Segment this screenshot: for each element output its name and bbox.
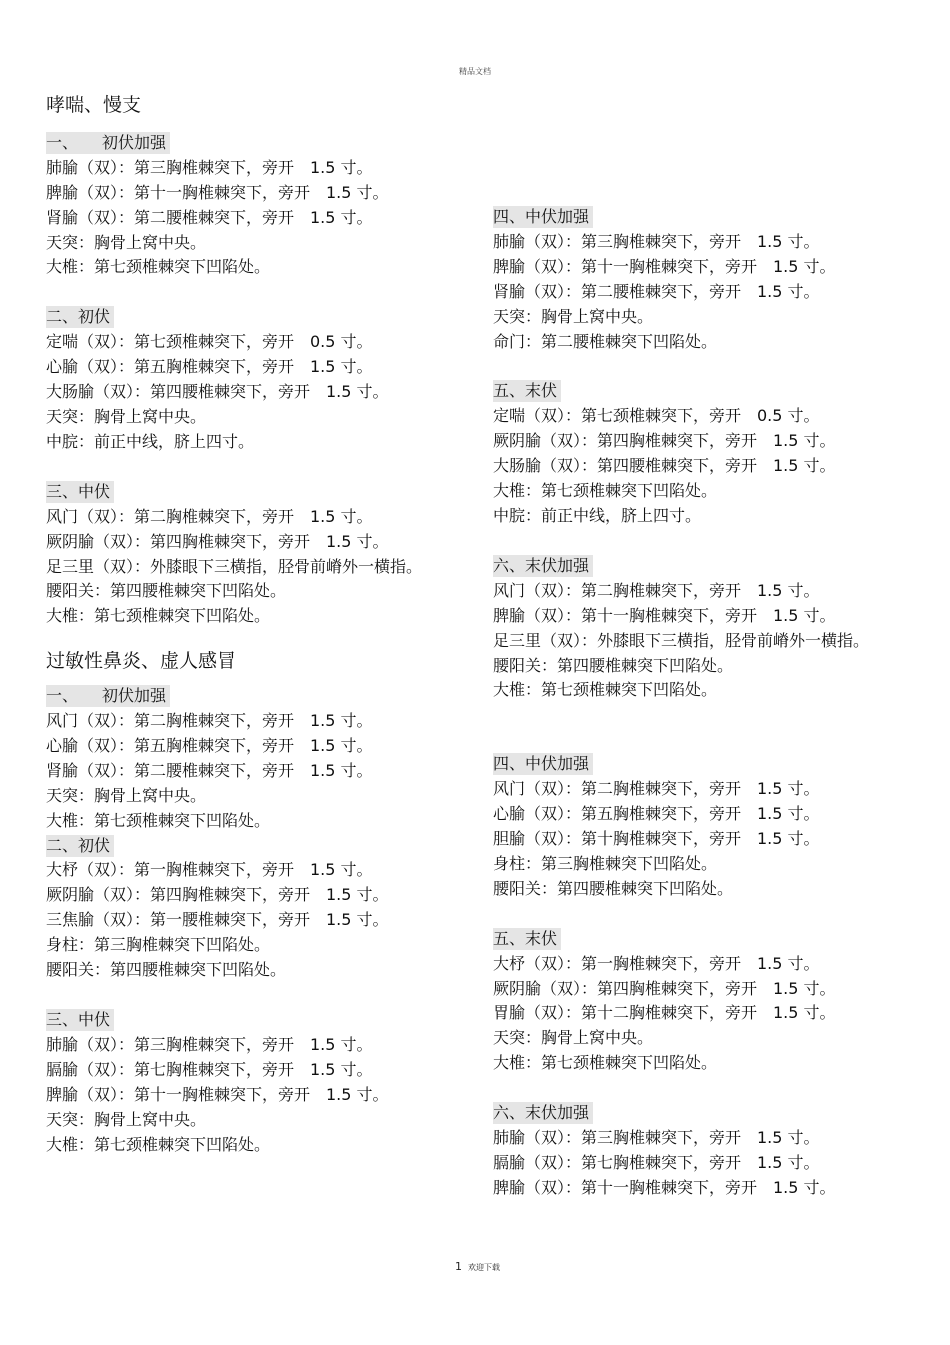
acupoint-line: 胃腧（双）：第十二胸椎棘突下，旁开 1.5 寸。 [493,1003,836,1023]
acupoint-line: 厥阴腧（双）：第四胸椎棘突下，旁开 1.5 寸。 [493,431,836,451]
acupoint-line: 身柱：第三胸椎棘突下凹陷处。 [493,853,718,873]
footer-text: 欢迎下载 [468,1263,500,1272]
section-heading: 二、初伏 [46,306,114,328]
acupoint-line: 胆腧（双）：第十胸椎棘突下，旁开 1.5 寸。 [493,829,820,849]
acupoint-line: 命门：第二腰椎棘突下凹陷处。 [493,331,718,351]
left-column [46,93,446,1157]
acupoint-line: 天突：胸骨上窝中央。 [46,232,207,252]
section-heading: 三、中伏 [46,481,114,503]
acupoint-line: 脾腧（双）：第十一胸椎棘突下，旁开 1.5 寸。 [493,1177,836,1197]
acupoint-line: 足三里（双）：外膝眼下三横指，胫骨前嵴外一横指。 [493,630,870,650]
spacer [493,1076,913,1101]
acupoint-line: 大椎：第七颈椎棘突下凹陷处。 [493,680,718,700]
acupoint-line: 身柱：第三胸椎棘突下凹陷处。 [46,935,271,955]
section-heading-row [46,305,446,330]
acupoint-line: 天突：胸骨上窝中央。 [493,1028,654,1048]
acupoint-line: 定喘（双）：第七颈椎棘突下，旁开 0.5 寸。 [46,332,373,352]
section-heading-row [46,834,446,859]
acupoint-line: 腰阳关：第四腰椎棘突下凹陷处。 [46,581,287,601]
section-heading-row [493,927,913,952]
section-heading-row [493,205,913,230]
section-heading: 四、中伏加强 [493,753,593,775]
section-heading-row [46,131,446,156]
acupoint-line: 心腧（双）：第五胸椎棘突下，旁开 1.5 寸。 [46,357,373,377]
acupoint-line: 腰阳关：第四腰椎棘突下凹陷处。 [493,878,734,898]
acupoint-line: 脾腧（双）：第十一胸椎棘突下，旁开 1.5 寸。 [493,256,836,276]
spacer [493,703,913,752]
acupoint-line: 大椎：第七颈椎棘突下凹陷处。 [46,810,271,830]
acupoint-line: 大椎：第七颈椎棘突下凹陷处。 [493,1053,718,1073]
spacer [46,455,446,480]
acupoint-line: 三焦腧（双）：第一腰椎棘突下，旁开 1.5 寸。 [46,910,389,930]
section-heading-row [493,752,913,777]
section-heading: 五、末伏 [493,928,561,950]
acupoint-line: 大椎：第七颈椎棘突下凹陷处。 [46,257,271,277]
section-heading: 三、中伏 [46,1009,114,1031]
acupoint-line: 厥阴腧（双）：第四胸椎棘突下，旁开 1.5 寸。 [46,885,389,905]
acupoint-line: 大椎：第七颈椎棘突下凹陷处。 [493,481,718,501]
acupoint-line: 风门（双）：第二胸椎棘突下，旁开 1.5 寸。 [46,711,373,731]
acupoint-line: 厥阴腧（双）：第四胸椎棘突下，旁开 1.5 寸。 [493,978,836,998]
section-heading-row [46,684,446,709]
acupoint-line: 肾腧（双）：第二腰椎棘突下，旁开 1.5 寸。 [46,207,373,227]
acupoint-line: 定喘（双）：第七颈椎棘突下，旁开 0.5 寸。 [493,406,820,426]
acupoint-line: 肺腧（双）：第三胸椎棘突下，旁开 1.5 寸。 [46,1034,373,1054]
acupoint-line: 大椎：第七颈椎棘突下凹陷处。 [46,1134,271,1154]
section-heading: 五、末伏 [493,380,561,402]
acupoint-line: 足三里（双）：外膝眼下三横指，胫骨前嵴外一横指。 [46,556,423,576]
acupoint-line: 脾腧（双）：第十一胸椎棘突下，旁开 1.5 寸。 [46,1084,389,1104]
acupoint-line: 天突：胸骨上窝中央。 [46,406,207,426]
acupoint-line: 脾腧（双）：第十一胸椎棘突下，旁开 1.5 寸。 [46,182,389,202]
acupoint-line: 天突：胸骨上窝中央。 [46,785,207,805]
acupoint-line: 腰阳关：第四腰椎棘突下凹陷处。 [46,960,287,980]
spacer [46,983,446,1008]
acupoint-line: 肺腧（双）：第三胸椎棘突下，旁开 1.5 寸。 [493,231,820,251]
acupoint-line: 腰阳关：第四腰椎棘突下凹陷处。 [493,655,734,675]
acupoint-line: 肾腧（双）：第二腰椎棘突下，旁开 1.5 寸。 [493,281,820,301]
page-header: 精品文档 [459,67,491,76]
acupoint-line: 大肠腧（双）：第四腰椎棘突下，旁开 1.5 寸。 [493,456,836,476]
section-heading-row [493,379,913,404]
section-heading-row [493,554,913,579]
section-heading: 六、末伏加强 [493,555,593,577]
acupoint-line: 膈腧（双）：第七胸椎棘突下，旁开 1.5 寸。 [46,1059,373,1079]
acupoint-line: 厥阴腧（双）：第四胸椎棘突下，旁开 1.5 寸。 [46,531,389,551]
section-heading-row [46,480,446,505]
acupoint-line: 肺腧（双）：第三胸椎棘突下，旁开 1.5 寸。 [493,1128,820,1148]
section-heading: 四、中伏加强 [493,206,593,228]
section-heading: 二、初伏 [46,835,114,857]
acupoint-line: 大椎：第七颈椎棘突下凹陷处。 [46,606,271,626]
acupoint-line: 风门（双）：第二胸椎棘突下，旁开 1.5 寸。 [493,580,820,600]
acupoint-line: 大肠腧（双）：第四腰椎棘突下，旁开 1.5 寸。 [46,382,389,402]
acupoint-line: 脾腧（双）：第十一胸椎棘突下，旁开 1.5 寸。 [493,605,836,625]
section-heading-row [46,1008,446,1033]
acupoint-line: 大杼（双）：第一胸椎棘突下，旁开 1.5 寸。 [493,953,820,973]
acupoint-line: 肺腧（双）：第三胸椎棘突下，旁开 1.5 寸。 [46,157,373,177]
acupoint-line: 风门（双）：第二胸椎棘突下，旁开 1.5 寸。 [493,779,820,799]
page-number: 1 [455,1260,462,1273]
spacer [46,280,446,305]
acupoint-line: 天突：胸骨上窝中央。 [46,1109,207,1129]
acupoint-line: 中脘：前正中线，脐上四寸。 [493,505,702,525]
acupoint-line: 中脘：前正中线，脐上四寸。 [46,431,255,451]
acupoint-line: 心腧（双）：第五胸椎棘突下，旁开 1.5 寸。 [46,735,373,755]
section-heading: 一、 初伏加强 [46,132,170,154]
acupoint-line: 风门（双）：第二胸椎棘突下，旁开 1.5 寸。 [46,506,373,526]
acupoint-line: 膈腧（双）：第七胸椎棘突下，旁开 1.5 寸。 [493,1153,820,1172]
acupoint-line: 肾腧（双）：第二腰椎棘突下，旁开 1.5 寸。 [46,760,373,780]
section-heading-row [493,1101,913,1126]
page-footer [455,1260,500,1273]
topic-title: 过敏性鼻炎、虚人感冒 [46,650,237,673]
topic-title: 哮喘、慢支 [46,94,142,116]
spacer [493,529,913,554]
acupoint-line: 心腧（双）：第五胸椎棘突下，旁开 1.5 寸。 [493,804,820,824]
section-heading: 一、 初伏加强 [46,685,170,707]
acupoint-line: 天突：胸骨上窝中央。 [493,306,654,326]
spacer [493,902,913,927]
spacer [493,354,913,379]
acupoint-line: 大杼（双）：第一胸椎棘突下，旁开 1.5 寸。 [46,860,373,880]
right-column [493,205,913,1201]
section-heading: 六、末伏加强 [493,1102,593,1124]
